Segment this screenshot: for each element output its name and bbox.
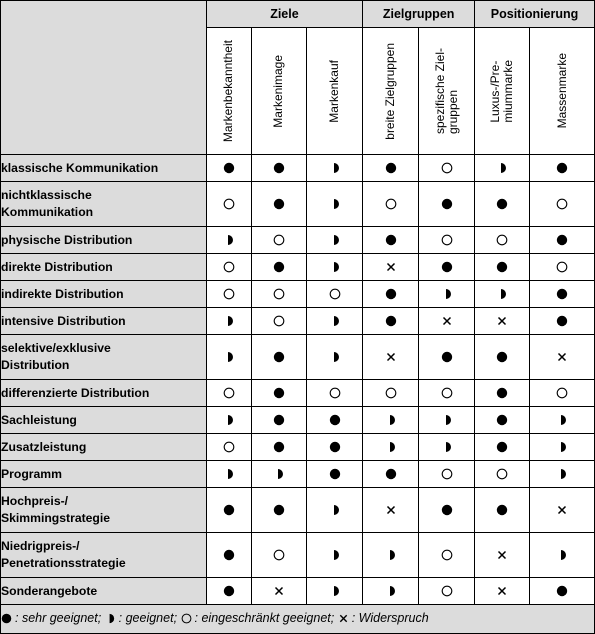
column-header — [530, 28, 595, 155]
filled-circle-icon — [556, 234, 568, 246]
rating-cell — [307, 488, 363, 533]
rating-cell — [251, 155, 307, 182]
filled-circle-icon — [441, 351, 453, 363]
half-circle-icon — [329, 198, 341, 210]
rating-cell — [206, 578, 251, 605]
filled-circle-icon — [273, 441, 285, 453]
rating-cell — [251, 254, 307, 281]
half-circle-icon — [556, 414, 568, 426]
empty-circle-icon — [496, 468, 508, 480]
table-row — [1, 488, 595, 533]
filled-circle-icon — [385, 315, 397, 327]
empty-circle-icon — [273, 234, 285, 246]
empty-circle-icon — [496, 234, 508, 246]
column-header — [251, 28, 307, 155]
rating-cell — [307, 461, 363, 488]
half-circle-icon — [385, 585, 397, 597]
table-row — [1, 434, 595, 461]
rating-cell — [363, 281, 419, 308]
rating-cell — [206, 533, 251, 578]
row-label: Sachleistung — [1, 407, 207, 434]
empty-circle-icon — [441, 387, 453, 399]
rating-cell — [363, 335, 419, 380]
rating-cell — [307, 380, 363, 407]
column-header-wrap — [207, 28, 251, 154]
row-label: Sonderangebote — [1, 578, 207, 605]
filled-circle-icon — [496, 198, 508, 210]
column-header-wrap — [252, 28, 307, 154]
table-row — [1, 407, 595, 434]
rating-cell — [363, 407, 419, 434]
cross-icon — [338, 613, 349, 624]
column-header — [206, 28, 251, 155]
half-circle-icon — [441, 288, 453, 300]
rating-cell — [206, 488, 251, 533]
rating-cell — [475, 227, 530, 254]
rating-cell — [206, 380, 251, 407]
filled-circle-icon — [273, 504, 285, 516]
cross-icon — [385, 351, 397, 363]
filled-circle-icon — [556, 162, 568, 174]
column-header-label: Markenimage — [271, 54, 286, 128]
rating-cell — [206, 182, 251, 227]
cross-icon — [385, 504, 397, 516]
row-label: klassische Kommunikation — [1, 155, 207, 182]
filled-circle-icon — [496, 351, 508, 363]
rating-cell — [307, 533, 363, 578]
row-label: Programm — [1, 461, 207, 488]
rating-cell — [419, 434, 475, 461]
empty-circle-icon — [273, 315, 285, 327]
filled-circle-icon — [223, 585, 235, 597]
rating-cell — [363, 461, 419, 488]
rating-cell — [206, 407, 251, 434]
rating-cell — [530, 380, 595, 407]
rating-cell — [530, 488, 595, 533]
rating-cell — [251, 434, 307, 461]
rating-cell — [307, 182, 363, 227]
rating-cell — [475, 533, 530, 578]
filled-circle-icon — [223, 162, 235, 174]
legend-text: : geeignet; — [118, 611, 178, 626]
rating-cell — [419, 254, 475, 281]
row-label: selektive/exklusive Distribution — [1, 335, 207, 380]
column-header — [363, 28, 419, 155]
table-row — [1, 461, 595, 488]
half-circle-icon — [223, 234, 235, 246]
half-circle-icon — [223, 414, 235, 426]
table-row — [1, 254, 595, 281]
table-row — [1, 578, 595, 605]
half-circle-icon — [385, 441, 397, 453]
rating-cell — [530, 227, 595, 254]
rating-cell — [530, 578, 595, 605]
row-label: intensive Distribution — [1, 308, 207, 335]
filled-circle-icon — [556, 288, 568, 300]
table-row — [1, 533, 595, 578]
filled-circle-icon — [273, 414, 285, 426]
rating-cell — [206, 461, 251, 488]
rating-cell — [251, 182, 307, 227]
column-header-wrap — [530, 28, 594, 154]
rating-cell — [530, 407, 595, 434]
cross-icon — [496, 315, 508, 327]
rating-cell — [363, 227, 419, 254]
rating-cell — [530, 533, 595, 578]
column-header-label: Markenkauf — [327, 59, 342, 123]
filled-circle-icon — [385, 468, 397, 480]
empty-circle-icon — [441, 234, 453, 246]
rating-cell — [251, 488, 307, 533]
rating-cell — [251, 281, 307, 308]
column-header-label: spezifische Ziel- gruppen — [432, 47, 460, 135]
rating-cell — [206, 434, 251, 461]
rating-cell — [307, 407, 363, 434]
empty-circle-icon — [556, 198, 568, 210]
rating-cell — [307, 308, 363, 335]
legend-row — [1, 605, 595, 634]
group-header-ziele: Ziele — [206, 1, 363, 28]
rating-cell — [419, 578, 475, 605]
column-header-label: Luxus-/Pre- miummarke — [488, 59, 516, 123]
group-header-row — [1, 1, 595, 28]
column-header-wrap — [307, 28, 362, 154]
rating-cell — [251, 533, 307, 578]
rating-cell — [363, 578, 419, 605]
legend — [1, 605, 595, 634]
rating-cell — [363, 533, 419, 578]
rating-cell — [419, 380, 475, 407]
table-row — [1, 380, 595, 407]
rating-cell — [251, 380, 307, 407]
matrix-body — [1, 155, 595, 605]
column-header-label: Markenbekanntheit — [221, 39, 236, 143]
cross-icon — [496, 585, 508, 597]
rating-cell — [307, 281, 363, 308]
empty-circle-icon — [223, 198, 235, 210]
rating-cell — [530, 155, 595, 182]
rating-cell — [475, 407, 530, 434]
rating-cell — [419, 182, 475, 227]
row-label: differenzierte Distribution — [1, 380, 207, 407]
column-header-wrap — [475, 28, 529, 154]
half-circle-icon — [556, 441, 568, 453]
rating-cell — [475, 281, 530, 308]
filled-circle-icon — [496, 387, 508, 399]
row-label: Zusatzleistung — [1, 434, 207, 461]
half-circle-icon — [329, 315, 341, 327]
legend-text: : Widerspruch — [351, 611, 429, 626]
group-header-zielgruppen: Zielgruppen — [363, 1, 475, 28]
rating-cell — [206, 281, 251, 308]
half-circle-icon — [385, 549, 397, 561]
filled-circle-icon — [385, 162, 397, 174]
column-header — [307, 28, 363, 155]
rating-cell — [251, 335, 307, 380]
filled-circle-icon — [385, 234, 397, 246]
filled-circle-icon — [496, 441, 508, 453]
rating-cell — [419, 308, 475, 335]
empty-circle-icon — [223, 261, 235, 273]
cross-icon — [441, 315, 453, 327]
filled-circle-icon — [441, 261, 453, 273]
legend-text: : eingeschränkt geeignet; — [194, 611, 335, 626]
rating-cell — [206, 155, 251, 182]
rating-cell — [307, 578, 363, 605]
legend-item — [1, 611, 101, 625]
table-row — [1, 155, 595, 182]
filled-circle-icon — [385, 288, 397, 300]
legend-item — [181, 611, 335, 625]
rating-cell — [363, 488, 419, 533]
rating-cell — [530, 308, 595, 335]
filled-circle-icon — [556, 585, 568, 597]
table-row — [1, 335, 595, 380]
rating-cell — [206, 254, 251, 281]
filled-circle-icon — [329, 441, 341, 453]
rating-cell — [419, 488, 475, 533]
rating-cell — [419, 533, 475, 578]
filled-circle-icon — [496, 261, 508, 273]
cross-icon — [385, 261, 397, 273]
table-row — [1, 182, 595, 227]
half-circle-icon — [496, 288, 508, 300]
filled-circle-icon — [223, 504, 235, 516]
filled-circle-icon — [329, 414, 341, 426]
rating-cell — [419, 155, 475, 182]
rating-cell — [475, 335, 530, 380]
empty-circle-icon — [329, 288, 341, 300]
cross-icon — [496, 549, 508, 561]
filled-circle-icon — [273, 351, 285, 363]
rating-cell — [475, 155, 530, 182]
empty-circle-icon — [181, 613, 192, 624]
row-label: Niedrigpreis-/ Penetrationsstrategie — [1, 533, 207, 578]
empty-circle-icon — [273, 288, 285, 300]
row-label: indirekte Distribution — [1, 281, 207, 308]
half-circle-icon — [273, 468, 285, 480]
group-header-positionierung: Positionierung — [475, 1, 595, 28]
rating-cell — [475, 380, 530, 407]
empty-circle-icon — [273, 549, 285, 561]
half-circle-icon — [223, 315, 235, 327]
row-label: Hochpreis-/ Skimmingstrategie — [1, 488, 207, 533]
cross-icon — [556, 351, 568, 363]
rating-cell — [307, 155, 363, 182]
filled-circle-icon — [273, 387, 285, 399]
half-circle-icon — [223, 468, 235, 480]
rating-cell — [363, 182, 419, 227]
filled-circle-icon — [273, 198, 285, 210]
rating-cell — [530, 281, 595, 308]
column-header-wrap — [363, 28, 418, 154]
half-circle-icon — [329, 504, 341, 516]
rating-cell — [475, 488, 530, 533]
half-circle-icon — [329, 162, 341, 174]
half-circle-icon — [441, 414, 453, 426]
cross-icon — [556, 504, 568, 516]
filled-circle-icon — [273, 162, 285, 174]
half-circle-icon — [329, 234, 341, 246]
rating-cell — [419, 335, 475, 380]
table-row — [1, 308, 595, 335]
half-circle-icon — [441, 441, 453, 453]
empty-circle-icon — [441, 549, 453, 561]
filled-circle-icon — [329, 468, 341, 480]
legend-text: : sehr geeignet; — [15, 611, 102, 626]
rating-cell — [206, 227, 251, 254]
rating-cell — [475, 434, 530, 461]
rating-cell — [206, 335, 251, 380]
rating-cell — [307, 335, 363, 380]
empty-circle-icon — [385, 387, 397, 399]
half-circle-icon — [223, 351, 235, 363]
rating-cell — [475, 182, 530, 227]
rating-cell — [307, 227, 363, 254]
rating-cell — [419, 227, 475, 254]
half-circle-icon — [329, 585, 341, 597]
rating-cell — [530, 461, 595, 488]
rating-cell — [475, 308, 530, 335]
empty-circle-icon — [556, 261, 568, 273]
half-circle-icon — [329, 351, 341, 363]
rating-cell — [530, 335, 595, 380]
rating-cell — [419, 407, 475, 434]
half-circle-icon — [496, 162, 508, 174]
empty-circle-icon — [385, 198, 397, 210]
legend-item — [105, 611, 177, 625]
rating-cell — [530, 254, 595, 281]
half-circle-icon — [556, 468, 568, 480]
cross-icon — [273, 585, 285, 597]
rating-cell — [363, 155, 419, 182]
table-row — [1, 227, 595, 254]
filled-circle-icon — [441, 198, 453, 210]
column-header-label: breite Zielgruppen — [383, 42, 398, 140]
rating-cell — [363, 308, 419, 335]
half-circle-icon — [329, 549, 341, 561]
rating-cell — [251, 461, 307, 488]
filled-circle-icon — [556, 315, 568, 327]
rating-cell — [363, 380, 419, 407]
half-circle-icon — [329, 261, 341, 273]
rating-cell — [475, 578, 530, 605]
filled-circle-icon — [273, 261, 285, 273]
rating-cell — [206, 308, 251, 335]
row-label: direkte Distribution — [1, 254, 207, 281]
empty-circle-icon — [441, 468, 453, 480]
rating-cell — [419, 281, 475, 308]
half-circle-icon — [556, 549, 568, 561]
filled-circle-icon — [1, 613, 12, 624]
filled-circle-icon — [223, 549, 235, 561]
rating-cell — [363, 434, 419, 461]
legend-item — [338, 611, 429, 625]
rating-cell — [475, 461, 530, 488]
empty-circle-icon — [441, 162, 453, 174]
rating-cell — [251, 578, 307, 605]
empty-circle-icon — [223, 288, 235, 300]
empty-circle-icon — [223, 441, 235, 453]
rating-cell — [419, 461, 475, 488]
rating-cell — [251, 407, 307, 434]
rating-cell — [307, 434, 363, 461]
rating-cell — [530, 182, 595, 227]
rating-cell — [251, 308, 307, 335]
filled-circle-icon — [496, 504, 508, 516]
column-header-wrap — [419, 28, 474, 154]
half-circle-icon — [105, 613, 116, 624]
rating-cell — [307, 254, 363, 281]
empty-circle-icon — [329, 387, 341, 399]
empty-circle-icon — [556, 387, 568, 399]
rating-cell — [475, 254, 530, 281]
filled-circle-icon — [496, 414, 508, 426]
row-label: nichtklassische Kommunikation — [1, 182, 207, 227]
rating-cell — [530, 434, 595, 461]
half-circle-icon — [385, 414, 397, 426]
table-row — [1, 281, 595, 308]
empty-circle-icon — [441, 585, 453, 597]
filled-circle-icon — [441, 504, 453, 516]
rating-cell — [363, 254, 419, 281]
corner-cell — [1, 1, 207, 155]
column-header — [419, 28, 475, 155]
empty-circle-icon — [223, 387, 235, 399]
row-label: physische Distribution — [1, 227, 207, 254]
rating-cell — [251, 227, 307, 254]
column-header — [475, 28, 530, 155]
column-header-label: Massenmarke — [554, 53, 569, 129]
